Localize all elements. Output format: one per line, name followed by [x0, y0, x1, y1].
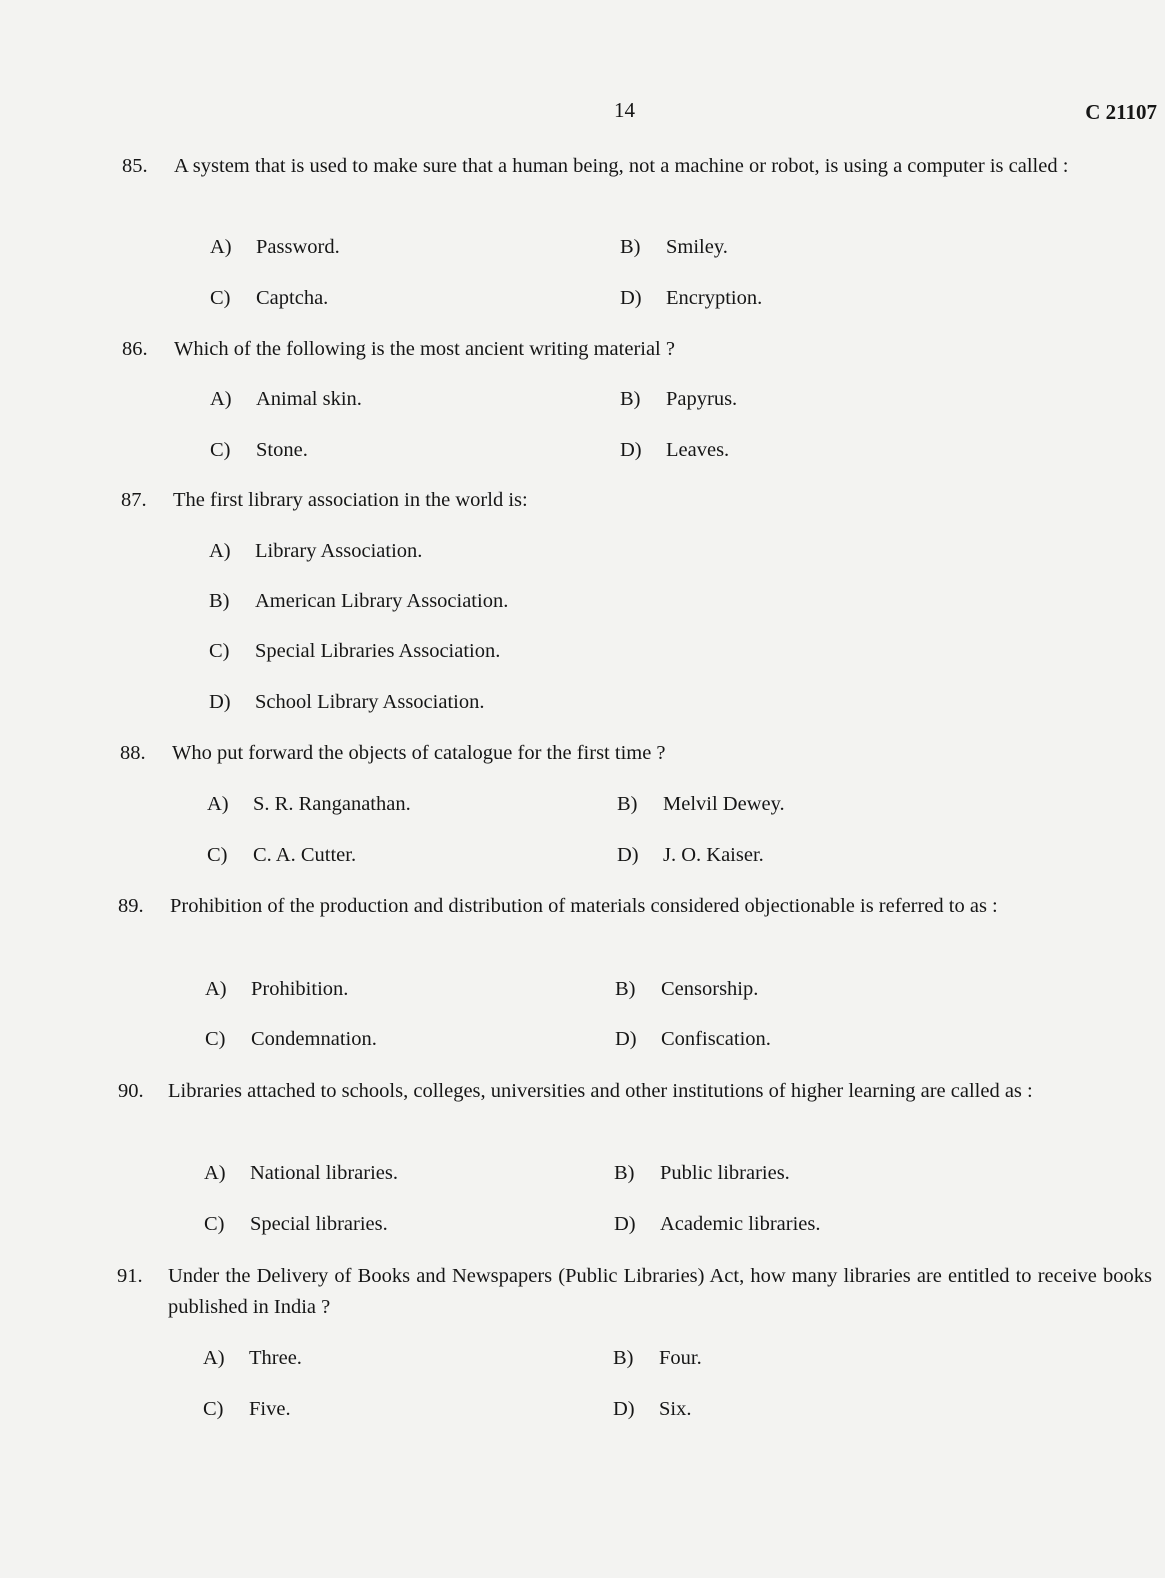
option-b: B) American Library Association.	[209, 590, 509, 612]
option-a: A) S. R. Ranganathan.	[207, 793, 411, 815]
question-number: 85.	[122, 155, 148, 177]
question-text: Which of the following is the most ancient writing material ?	[174, 338, 675, 360]
option-d: D) School Library Association.	[209, 691, 485, 713]
question-88	[120, 738, 1155, 878]
option-b: B) Censorship.	[615, 978, 759, 1000]
question-86	[122, 334, 1157, 474]
page-number: 14	[614, 98, 635, 122]
question-87	[121, 485, 1156, 725]
option-b: B) Four.	[613, 1347, 702, 1369]
option-c: C) C. A. Cutter.	[207, 844, 357, 866]
option-c: C) Special libraries.	[204, 1213, 388, 1235]
question-number: 88.	[120, 742, 146, 764]
question-text: Libraries attached to schools, colleges, universities and other institutions of higher learning are called as :	[168, 1080, 1033, 1102]
option-a: A) Three.	[203, 1347, 302, 1369]
option-a: A) Prohibition.	[205, 978, 349, 1000]
option-a: A) Animal skin.	[210, 388, 362, 410]
question-text: Prohibition of the production and distribution of materials considered objectionable is referred to as :	[170, 895, 998, 917]
option-b: B) Smiley.	[620, 236, 728, 258]
option-d: D) Encryption.	[620, 287, 763, 309]
question-number: 90.	[118, 1080, 144, 1102]
option-d: D) Six.	[613, 1398, 692, 1420]
option-a: A) National libraries.	[204, 1162, 399, 1184]
option-a: A) Password.	[210, 236, 340, 258]
option-b: B) Melvil Dewey.	[617, 793, 785, 815]
question-90	[118, 1076, 1153, 1246]
option-d: D) Academic libraries.	[614, 1213, 821, 1235]
option-c: C) Five.	[203, 1398, 291, 1420]
question-text: The first library association in the world is:	[173, 489, 528, 511]
option-b: B) Public libraries.	[614, 1162, 790, 1184]
question-number: 91.	[117, 1265, 143, 1287]
option-d: D) Leaves.	[620, 439, 730, 461]
question-text: Under the Delivery of Books and Newspapers (Public Libraries) Act, how many libraries are entitled to receive books published in India ?	[168, 1265, 1152, 1318]
option-c: C) Condemnation.	[205, 1028, 377, 1050]
option-d: D) Confiscation.	[615, 1028, 771, 1050]
option-c: C) Captcha.	[210, 287, 329, 309]
option-d: D) J. O. Kaiser.	[617, 844, 764, 866]
question-85	[122, 151, 1157, 341]
option-b: B) Papyrus.	[620, 388, 738, 410]
question-number: 86.	[122, 338, 148, 360]
question-91	[117, 1261, 1152, 1431]
question-number: 89.	[118, 895, 144, 917]
question-text: Who put forward the objects of catalogue for the first time ?	[172, 742, 666, 764]
option-a: A) Library Association.	[209, 540, 423, 562]
question-text: A system that is used to make sure that a human being, not a machine or robot, is using a computer is called :	[174, 155, 1069, 177]
option-c: C) Stone.	[210, 439, 308, 461]
question-number: 87.	[121, 489, 147, 511]
paper-code: C 21107	[1085, 100, 1157, 124]
question-89	[118, 891, 1153, 1061]
option-c: C) Special Libraries Association.	[209, 640, 501, 662]
